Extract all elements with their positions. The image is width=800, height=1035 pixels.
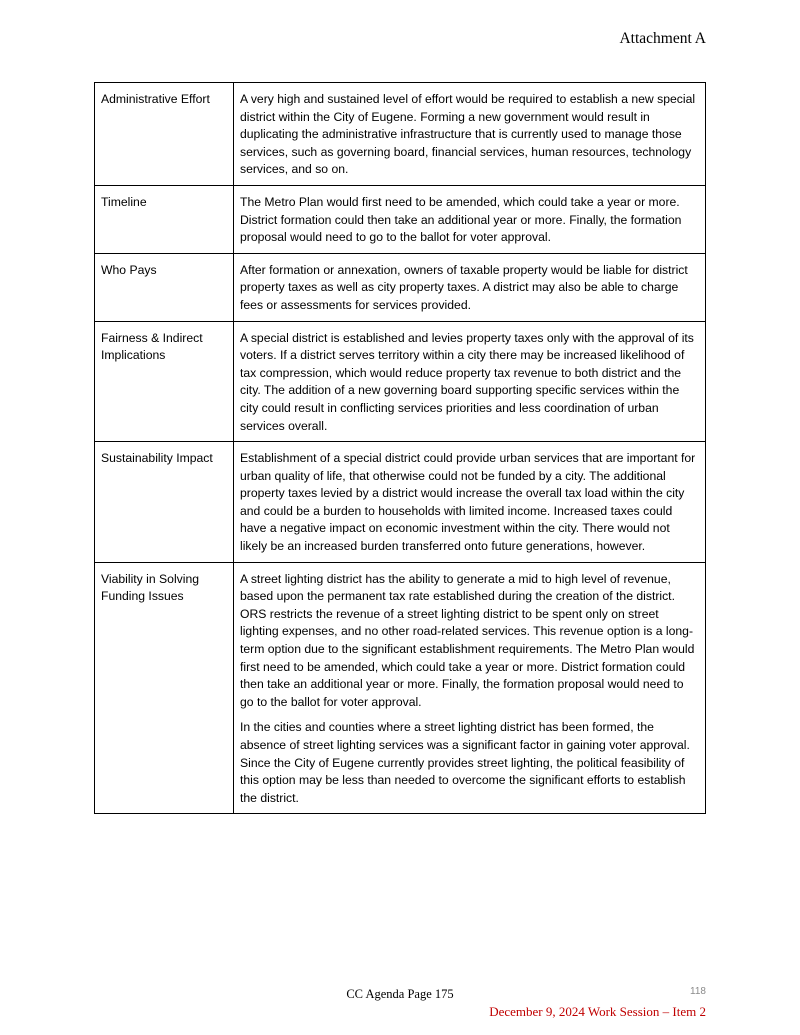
row-paragraph: A street lighting district has the ability to generate a mid to high level of revenue, based upon the permanent tax rate established during the creation of the district. ORS restricts the revenue of a street lighting district to be spent only on street lighting expenses, and no other road-related services. This revenue option is a long-term option due to the significant establishment requirements. The Metro Plan would first need to be amended, which could take a year or more. District formation could then take an additional year or more. Finally, the formation proposal would need to go to the ballot for voter approval.: [240, 571, 695, 709]
row-content: [234, 185, 706, 253]
row-paragraph: Establishment of a special district could provide urban services that are important for urban quality of life, that otherwise could not be funded by a city. The additional property taxes levied by a district would increase the overall tax load within the city and could be a burden to households with limited income. Increased taxes could have a negative impact on economic investment within the city. There would not likely be an increased burden transferred onto future generations, however.: [240, 451, 696, 554]
row-content: [234, 83, 706, 186]
row-label: Fairness & Indirect Implications: [95, 321, 234, 442]
table-row: [95, 185, 706, 253]
row-paragraph: After formation or annexation, owners of taxable property would be liable for district property taxes as well as city property taxes. A district may also be able to charge fees or assessments for services provided.: [240, 262, 688, 312]
page-number: 118: [690, 986, 706, 997]
row-content: [234, 321, 706, 442]
row-label: Administrative Effort: [95, 83, 234, 186]
table-row: [95, 442, 706, 563]
row-paragraph: A very high and sustained level of effort would be required to establish a new special district within the City of Eugene. Forming a new government would result in duplicating the administrative infrastructure that is currently used to manage those services, such as governing board, financial services, human resources, technology services, and so on.: [240, 92, 696, 177]
row-paragraph: In the cities and counties where a street lighting district has been formed, the absence of street lighting services was a significant factor in gaining voter approval. Since the City of Eugene currently provides street lighting, the political feasibility of this option may be less than needed to overcome the significant efforts to establish the district.: [240, 720, 690, 805]
row-paragraph: The Metro Plan would first need to be amended, which could take a year or more. District formation could then take an additional year or more. Finally, the formation proposal would need to go to the ballot for voter approval.: [240, 194, 682, 245]
table-row: [95, 562, 706, 814]
row-label: Sustainability Impact: [95, 442, 234, 563]
row-content: [234, 253, 706, 321]
table-row: [95, 321, 706, 442]
row-label: Viability in Solving Funding Issues: [95, 562, 234, 814]
row-content: [234, 562, 706, 814]
work-session-label: December 9, 2024 Work Session – Item 2: [489, 1004, 706, 1019]
table-row: [95, 253, 706, 321]
table-row: [95, 83, 706, 186]
attachment-label: Attachment A: [619, 30, 706, 47]
row-label: Timeline: [95, 185, 234, 253]
row-label: Who Pays: [95, 253, 234, 321]
evaluation-table: [94, 82, 706, 814]
row-paragraph: A special district is established and levies property taxes only with the approval of its voters. If a district serves territory within a city there may be increased likelihood of tax compression, which would reduce property tax revenue to both district and the city. The addition of a new governing board supporting specific services within the city could result in conflicting services priorities and less coordination of urban services overall.: [240, 330, 694, 433]
row-content: [234, 442, 706, 563]
agenda-page-label: CC Agenda Page 175: [346, 987, 454, 1001]
